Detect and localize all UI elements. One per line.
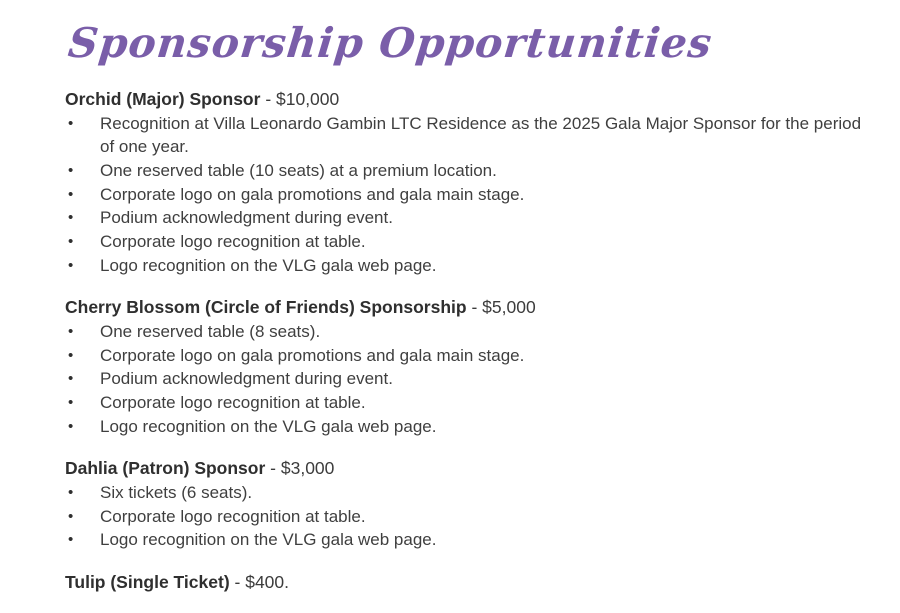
tier-price: - $5,000: [471, 297, 536, 318]
benefit-text: Corporate logo on gala promotions and gala main stage.: [100, 184, 525, 204]
tier-name: Tulip (Single Ticket): [65, 572, 230, 593]
list-item: [65, 159, 870, 183]
bullet-icon: •: [68, 233, 74, 251]
benefit-text: Logo recognition on the VLG gala web page.: [100, 255, 437, 275]
list-item: [65, 367, 870, 391]
bullet-icon: •: [68, 114, 74, 132]
benefit-text: Podium acknowledgment during event.: [100, 369, 393, 389]
benefit-text: One reserved table (8 seats).: [100, 321, 321, 341]
benefit-text: Podium acknowledgment during event.: [100, 208, 393, 228]
bullet-icon: •: [68, 256, 74, 274]
list-item: [65, 505, 870, 529]
benefits-list: [65, 112, 870, 278]
benefits-list: [65, 481, 870, 552]
section-cherry-blossom-sponsorship: [65, 296, 870, 438]
benefit-text: Corporate logo recognition at table.: [100, 232, 366, 252]
bullet-icon: •: [68, 209, 74, 227]
bullet-icon: •: [68, 322, 74, 340]
bullet-icon: •: [68, 394, 74, 412]
list-item: [65, 320, 870, 344]
bullet-icon: •: [68, 346, 74, 364]
section-dahlia-sponsor: [65, 457, 870, 552]
bullet-icon: •: [68, 185, 74, 203]
tier-price: - $400.: [234, 572, 290, 593]
list-item: [65, 344, 870, 368]
benefit-text: Recognition at Villa Leonardo Gambin LTC Residence as the 2025 Gala Major Sponsor for the period of one year.: [100, 113, 862, 157]
list-item: [65, 183, 870, 207]
bullet-icon: •: [68, 370, 74, 388]
benefits-list: [65, 320, 870, 439]
bullet-icon: •: [68, 417, 74, 435]
benefit-text: Logo recognition on the VLG gala web page.: [100, 416, 437, 436]
benefit-text: Corporate logo recognition at table.: [100, 393, 366, 413]
list-item: [65, 391, 870, 415]
section-heading: [65, 571, 870, 595]
list-item: [65, 230, 870, 254]
section-heading: [65, 296, 870, 320]
benefit-text: Logo recognition on the VLG gala web page.: [100, 530, 437, 550]
benefit-text: Corporate logo recognition at table.: [100, 506, 366, 526]
list-item: [65, 415, 870, 439]
bullet-icon: •: [68, 483, 74, 501]
tier-price: - $10,000: [265, 89, 340, 109]
tier-name: Orchid (Major) Sponsor: [65, 89, 261, 109]
tier-price: - $3,000: [270, 458, 335, 479]
section-orchid-sponsor: [65, 88, 870, 277]
section-tulip-ticket: [65, 571, 870, 595]
bullet-icon: •: [68, 531, 74, 549]
tier-name: Dahlia (Patron) Sponsor: [65, 458, 266, 479]
section-heading: [65, 457, 870, 481]
bullet-icon: •: [68, 161, 74, 179]
section-heading: [65, 88, 870, 112]
list-item: [65, 254, 870, 278]
list-item: [65, 112, 870, 159]
benefit-text: Corporate logo on gala promotions and gala main stage.: [100, 345, 525, 365]
bullet-icon: •: [68, 507, 74, 525]
tier-name: Cherry Blossom (Circle of Friends) Sponsorship: [65, 297, 467, 318]
list-item: [65, 206, 870, 230]
page-title: Sponsorship Opportunities: [65, 19, 715, 67]
benefit-text: Six tickets (6 seats).: [100, 482, 253, 502]
benefit-text: One reserved table (10 seats) at a premium location.: [100, 160, 497, 180]
list-item: [65, 481, 870, 505]
list-item: [65, 528, 870, 552]
